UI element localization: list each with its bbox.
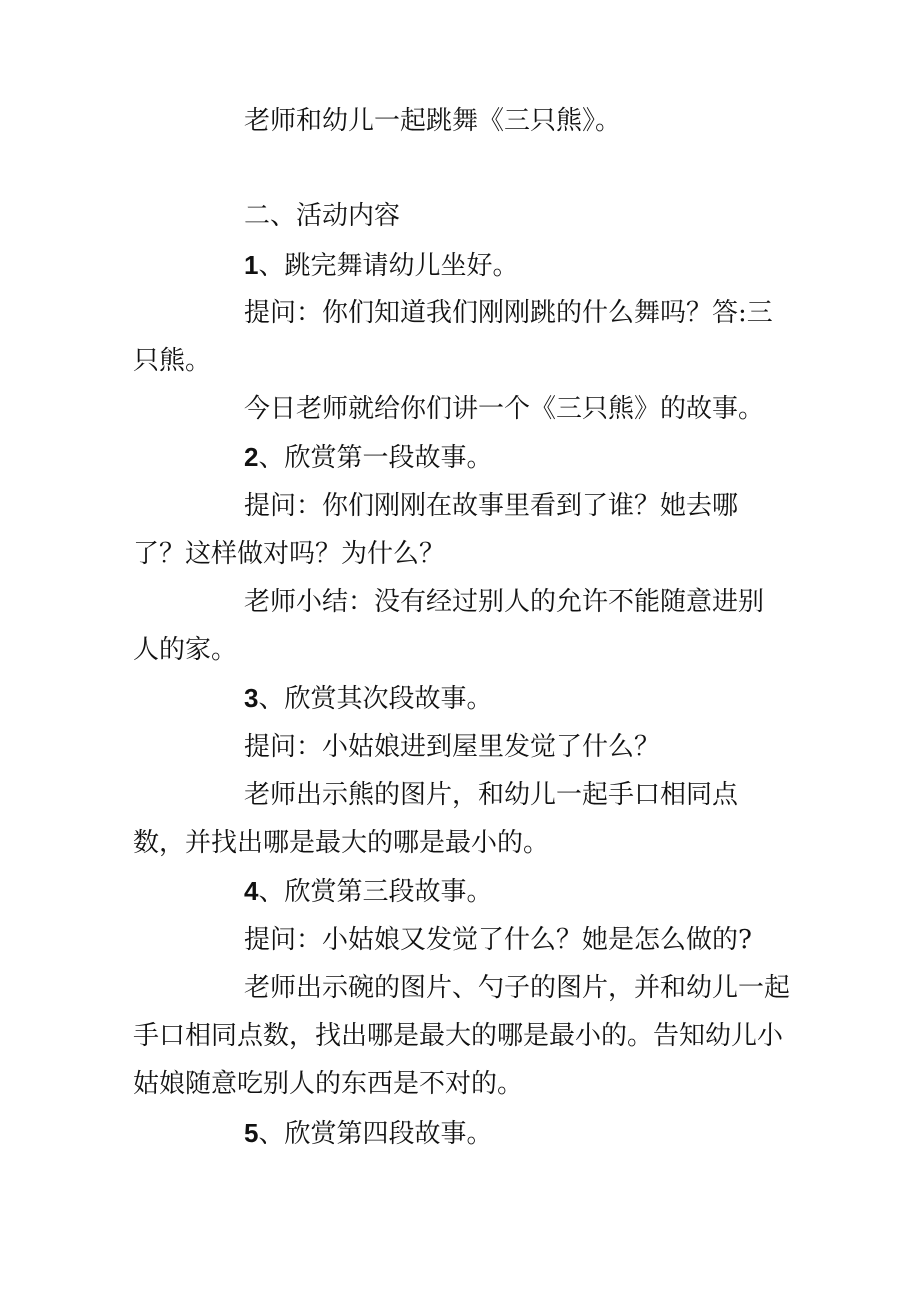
show-bear-line-1: 老师出示熊的图片，和幼儿一起手口相同点: [244, 780, 739, 810]
step-number: 2: [244, 442, 259, 472]
step-4: [244, 874, 492, 909]
question-2-line-2: 了？这样做对吗？为什么？: [133, 539, 446, 569]
step-2: [244, 440, 492, 475]
step-1: [244, 248, 518, 283]
step-text: 、欣赏第三段故事。: [258, 877, 493, 907]
show-bear-line-2: 数，并找出哪是最大的哪是最小的。: [133, 828, 550, 858]
question-2-line-1: 提问：你们刚刚在故事里看到了谁？她去哪: [244, 491, 739, 521]
show-bowl-line-2: 手口相同点数，找出哪是最大的哪是最小的。告知幼儿小: [133, 1021, 784, 1051]
summary-line-2: 人的家。: [133, 635, 238, 665]
question-1-line-2: 只熊。: [133, 346, 212, 376]
story-intro-paragraph: 今日老师就给你们讲一个《三只熊》的故事。: [244, 394, 765, 424]
question-1-line-1: 提问：你们知道我们刚刚跳的什么舞吗？答:三: [244, 298, 773, 328]
step-number: 3: [244, 683, 259, 713]
question-3: 提问：小姑娘进到屋里发觉了什么？: [244, 732, 661, 762]
step-number: 5: [244, 1118, 259, 1148]
step-number: 4: [244, 876, 259, 906]
step-text: 、欣赏其次段故事。: [258, 684, 493, 714]
summary-line-1: 老师小结：没有经过别人的允许不能随意进别: [244, 587, 765, 617]
show-bowl-line-3: 姑娘随意吃别人的东西是不对的。: [133, 1069, 524, 1099]
step-text: 、欣赏第一段故事。: [258, 443, 493, 473]
step-3: [244, 681, 492, 716]
section-heading: 二、活动内容: [244, 201, 401, 231]
question-4: 提问：小姑娘又发觉了什么？她是怎么做的?: [244, 925, 752, 955]
step-text: 、欣赏第四段故事。: [258, 1119, 493, 1149]
intro-paragraph: 老师和幼儿一起跳舞《三只熊》。: [244, 106, 622, 136]
step-5: [244, 1116, 492, 1151]
step-text: 、跳完舞请幼儿坐好。: [258, 251, 519, 281]
step-number: 1: [244, 250, 259, 280]
show-bowl-line-1: 老师出示碗的图片、勺子的图片，并和幼儿一起: [244, 973, 791, 1003]
